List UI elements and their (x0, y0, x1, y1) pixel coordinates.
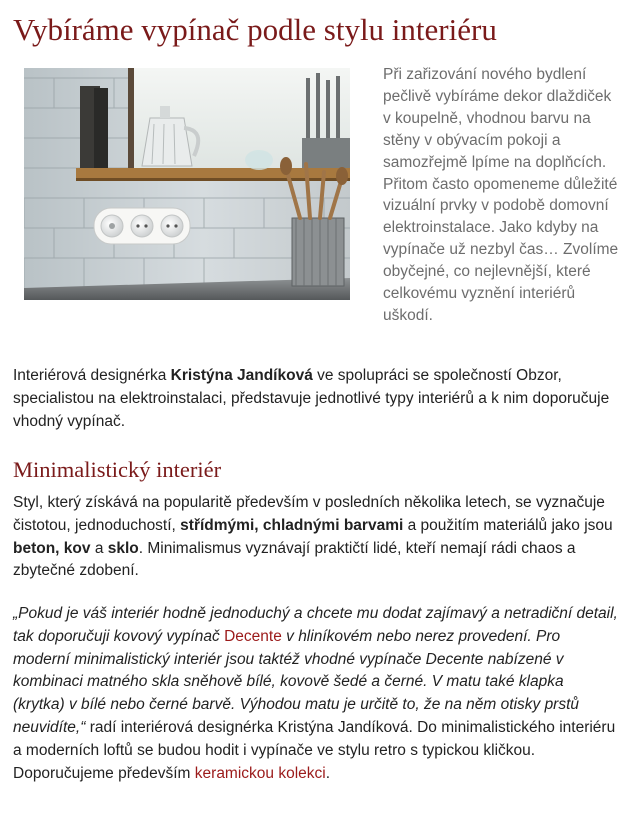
ceramic-collection-link[interactable]: keramickou kolekci (194, 764, 326, 782)
text-segment: Styl, který získává na popularitě především v posledních několika letech, se vyznačuje čistotou, jednoduchostí, (13, 494, 605, 534)
hero-image (24, 68, 350, 300)
bold-text: střídmými, chladnými barvami (180, 516, 404, 534)
intro-text: Při zařizování nového bydlení pečlivě vybíráme dekor dlaždiček v koupelně, vhodnou barvu na stěny v obývacím pokoji a samozřejmě lpíme na doplňcích. Přitom často opomeneme důležité vizuální prvky v podobě domovní elektroinstalace. Jako kdyby na vypínače už nezbyl čas… Zvolíme obyčejné, co nejlevnější, které celkovému vyznění interiérů uškodí. (383, 66, 619, 324)
text-segment: . (325, 764, 331, 782)
decente-link[interactable]: Decente (224, 627, 282, 645)
text-segment: a (90, 539, 108, 557)
article-title: Vybíráme vypínač podle stylu interiéru (13, 12, 497, 47)
designer-name: Kristýna Jandíková (170, 367, 313, 384)
text-segment: ve spolupráci se společností Obzor, specialistou na elektroinstalaci, představuje jednotlivé typy interiérů a k nim doporučuje vhodný vypínač. (13, 367, 610, 430)
section-title: Minimalistický interiér (13, 457, 222, 482)
text-segment: radí interiérová designérka Kristýna Jandíková. Do minimalistického interiéru a moderních loftů se budou hodit i vypínače ve stylu retro s typickou kličkou. Doporučujeme především (13, 718, 616, 782)
quote-text: „Pokud je váš interiér hodně jednoduchý a chcete mu dodat zajímavý a netradiční detail, tak doporučuji kovový vypínač (13, 605, 618, 645)
paragraph-style (13, 492, 619, 583)
paragraph-designer (13, 365, 619, 433)
text-segment: . Minimalismus vyznávají praktičtí lidé, kteří nemají rádi chaos a zbytečné zdobení. (13, 539, 576, 580)
paragraph-quote (13, 603, 619, 785)
bold-text: sklo (107, 539, 139, 557)
text-segment: Interiérová designérka (13, 367, 171, 384)
bold-text: beton, kov (13, 539, 91, 557)
quote-text: v hliníkovém nebo nerez provedení. Pro moderní minimalistický interiér jsou taktéž vhodné vypínače Decente nabízené v kombinaci matného skla sněhově bílé, kovově šedé a černé. V matu také klapka (krytka) v bílé nebo černé barvě. Výhodou matu je určitě to, že na něm otisky prstů neuvidíte,“ (13, 627, 580, 736)
text-segment: a použitím materiálů jako jsou (403, 516, 613, 534)
